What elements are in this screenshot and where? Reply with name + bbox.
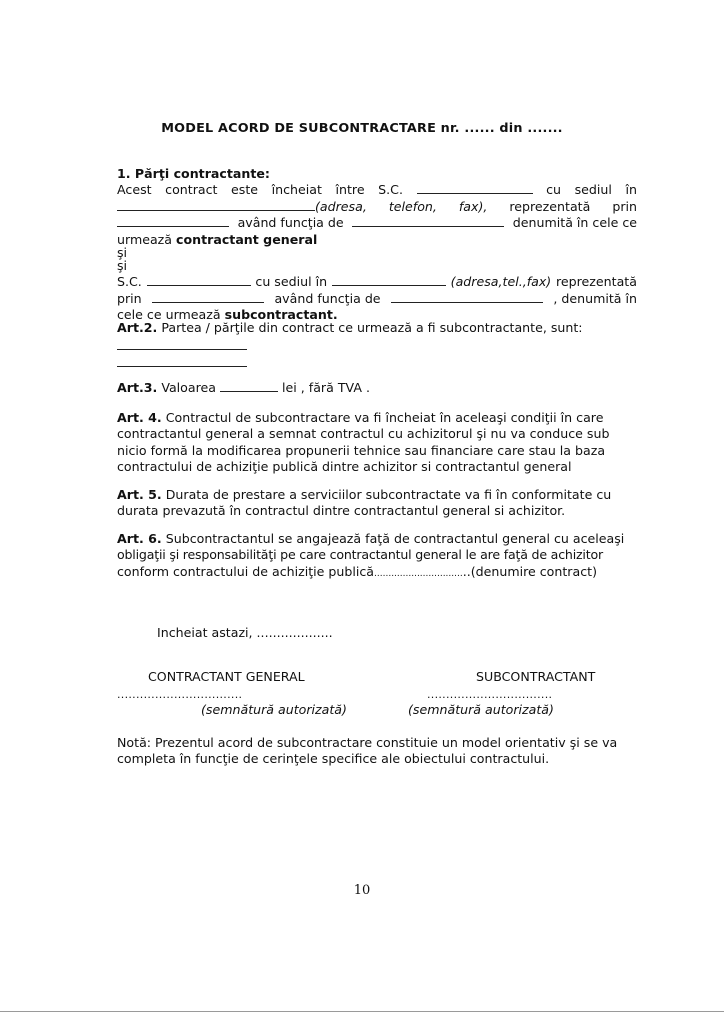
signature-dots[interactable]: ................................. <box>427 688 553 701</box>
subcontractor-address-blank[interactable] <box>332 274 446 286</box>
subcontractor-function-blank[interactable] <box>391 291 543 303</box>
address-blank[interactable] <box>117 199 315 211</box>
text: cu <box>546 182 562 198</box>
text: urmează <box>117 231 177 247</box>
signature-title: CONTRACTANT GENERAL <box>148 669 305 684</box>
article-label: Art. 6. <box>117 531 162 546</box>
text: Acest <box>117 182 152 198</box>
text: având funcţia de <box>274 290 381 306</box>
parties-line-8 <box>117 291 637 307</box>
page-number: 10 <box>353 883 371 898</box>
article-text: obligaţii şi responsabilităţi pe care contractantul general le are faţă de achizitor <box>117 547 603 563</box>
text: cu sediul în <box>255 274 328 290</box>
representative-blank[interactable] <box>117 215 229 227</box>
note-text: completa în funcţie de cerinţele specifice ale obiectului contractului. <box>117 751 550 767</box>
text: reprezentată <box>509 198 591 214</box>
article-label: Art.2. <box>117 320 158 335</box>
text: reprezentată <box>556 274 637 290</box>
article-text: durata prevazută în contractul dintre contractantul general si achizitor. <box>117 503 566 519</box>
text: (adresa,tel.,fax) <box>450 274 552 290</box>
note <box>117 735 637 768</box>
article-text: Durata de prestare a serviciilor subcontractate va fi în conformitate cu <box>165 487 612 502</box>
text: cele ce urmează <box>117 307 225 323</box>
text: (adresa, <box>315 198 367 214</box>
parties-line-1 <box>117 182 637 198</box>
text: S.C. <box>117 274 142 290</box>
parties-line-2 <box>117 199 637 215</box>
text: între <box>335 182 365 198</box>
text: şi <box>117 244 128 260</box>
article-label: Art. 4. <box>117 410 162 425</box>
article-text: nicio formă la modificarea propunerii tehnice sau financiare care stau la baza <box>117 442 606 458</box>
article-text: conform contractului de achiziţie publică <box>117 563 375 579</box>
text: contract <box>165 182 218 198</box>
text: S.C. <box>378 182 403 198</box>
role-label: contractant general <box>176 231 318 247</box>
text: încheiat <box>271 182 322 198</box>
article-text: lei , fără TVA . <box>282 380 370 395</box>
article-label: Art. 5. <box>117 487 162 502</box>
text: denumită în cele ce <box>512 215 637 231</box>
text: telefon, <box>388 198 437 214</box>
signature-title: SUBCONTRACTANT <box>476 669 596 684</box>
parties-line-3 <box>117 215 637 231</box>
article-text: Partea / părţile din contract ce urmează a fi subcontractante, sunt: <box>161 320 583 335</box>
article-text: Valoarea <box>161 380 216 395</box>
article-3 <box>117 380 637 396</box>
section-heading: 1. Părţi contractante: <box>117 166 270 181</box>
company-name-blank[interactable] <box>417 182 533 194</box>
signed-date <box>157 625 677 641</box>
scan-edge-line <box>0 1011 724 1012</box>
parties-line-7 <box>117 274 637 290</box>
note-text: Notă: Prezentul acord de subcontractare constituie un model orientativ şi se va <box>117 735 618 750</box>
article-6 <box>117 531 637 580</box>
text: , denumită în <box>553 290 637 306</box>
signature-dots[interactable]: ................................. <box>117 688 243 701</box>
article-label: Art.3. <box>117 380 158 395</box>
text: având funcţia de <box>237 215 344 231</box>
signature-subcontractor <box>476 669 595 685</box>
signature-subcontractor-caption <box>408 702 628 718</box>
article-text: ..(denumire contract) <box>462 563 597 579</box>
article-text: contractantul general a semnat contractul cu achizitorul şi nu va conduce sub <box>117 426 610 442</box>
signed-date-text: Incheiat astazi, ................... <box>157 625 333 640</box>
role-label: subcontractant. <box>224 307 338 323</box>
signature-subcontractor-line <box>427 687 627 703</box>
subcontracted-part-blank[interactable] <box>117 338 247 350</box>
section-contracting-parties <box>117 166 637 324</box>
article-text: contractului de achiziţie publică dintre achizitor si contractantul general <box>117 459 572 475</box>
text: şi <box>117 257 128 273</box>
subcontractor-representative-blank[interactable] <box>152 291 264 303</box>
text: în <box>625 182 637 198</box>
article-text: Contractul de subcontractare va fi încheiat în aceleaşi condiţii în care <box>165 410 604 425</box>
function-blank[interactable] <box>352 215 504 227</box>
text: fax), <box>458 198 488 214</box>
parties-line-4 <box>117 232 637 248</box>
signature-caption: (semnătură autorizată) <box>201 702 347 717</box>
document-title: MODEL ACORD DE SUBCONTRACTARE nr. ...... din ....... <box>161 121 563 136</box>
signature-caption: (semnătură autorizată) <box>408 702 554 717</box>
article-2 <box>117 320 637 371</box>
article-4 <box>117 410 637 476</box>
article-text: Subcontractantul se angajează faţă de contractantul general cu aceleaşi <box>165 531 625 546</box>
text: prin <box>117 290 142 306</box>
article-5 <box>117 487 637 520</box>
text: este <box>231 182 259 198</box>
contract-name-dots[interactable]: ............................... <box>374 568 463 579</box>
signature-contractor <box>148 669 305 685</box>
subcontracted-part-blank[interactable] <box>117 355 247 367</box>
subcontractor-name-blank[interactable] <box>147 274 251 286</box>
text: prin <box>612 198 637 214</box>
value-blank[interactable] <box>220 380 278 392</box>
text: sediul <box>574 182 612 198</box>
